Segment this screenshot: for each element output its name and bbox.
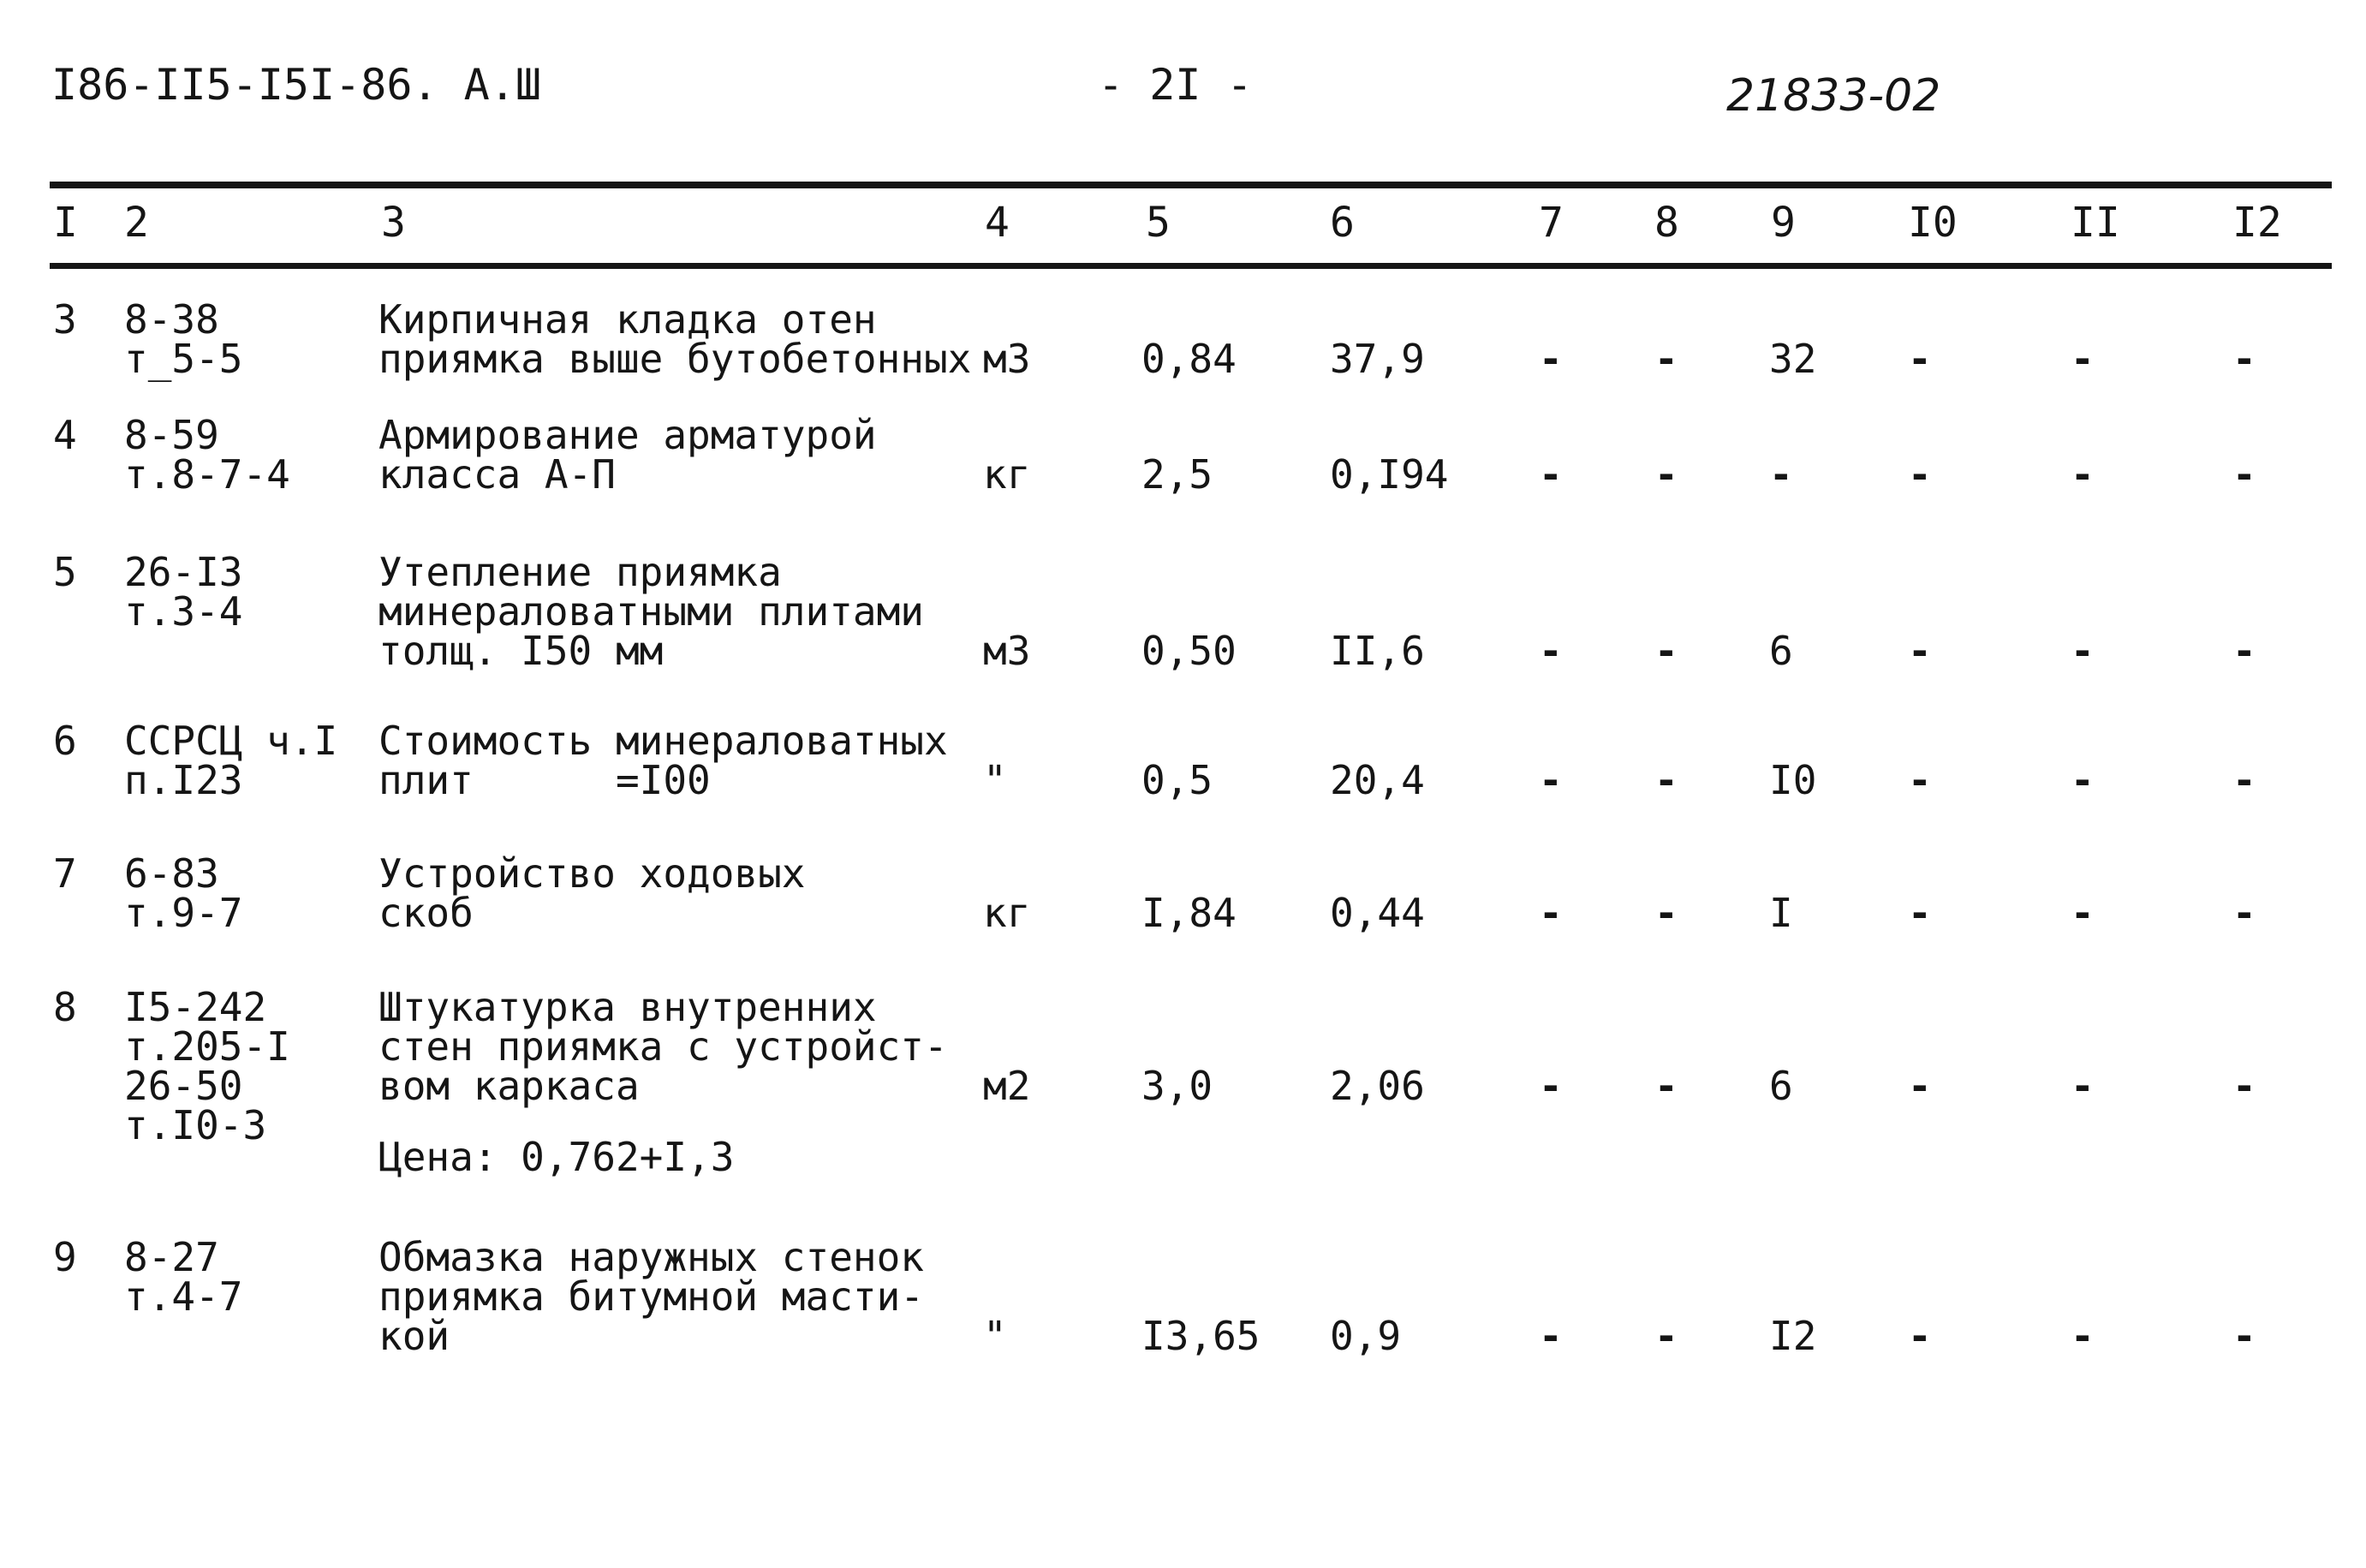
column-header: II [2071, 199, 2120, 247]
unit: м2 [983, 1063, 1031, 1109]
value-col-10: - [1908, 1063, 1932, 1109]
value-col-11: - [2071, 628, 2095, 674]
norm-code: 8-38 т_5-5 [124, 296, 243, 382]
norm-code: 26-I3 т.3-4 [124, 549, 243, 635]
work-description: Стоимость минераловатных плит =I00 [378, 718, 948, 803]
value-col-11: - [2071, 451, 2095, 498]
unit-cost: 20,4 [1330, 757, 1425, 803]
value-col-7: - [1539, 628, 1563, 674]
norm-code: I5-242 т.205-I 26-50 т.I0-3 [124, 984, 290, 1148]
unit: м3 [983, 628, 1031, 674]
unit-cost: II,6 [1330, 628, 1425, 674]
value-col-11: - [2071, 757, 2095, 803]
norm-code: 6-83 т.9-7 [124, 850, 243, 936]
value-col-7: - [1539, 757, 1563, 803]
row-number: 7 [53, 850, 77, 897]
value-col-12: - [2232, 890, 2256, 936]
unit-cost: 0,I94 [1330, 451, 1449, 498]
value-col-7: - [1539, 890, 1563, 936]
work-description: Кирпичная кладка отен приямка выше бутобетонных [378, 296, 972, 382]
value-col-11: - [2071, 336, 2095, 382]
value-col-10: - [1908, 757, 1932, 803]
value-col-12: - [2232, 628, 2256, 674]
value-col-8: - [1654, 451, 1678, 498]
value-col-7: - [1539, 1063, 1563, 1109]
quantity: 0,5 [1141, 757, 1213, 803]
value-col-9: I0 [1769, 757, 1817, 803]
value-col-9: - [1769, 451, 1793, 498]
value-col-12: - [2232, 1063, 2256, 1109]
quantity: I3,65 [1141, 1313, 1260, 1359]
work-description: Утепление приямка минераловатными плитами толщ. I50 мм [378, 549, 924, 674]
unit-cost: 0,44 [1330, 890, 1425, 936]
value-col-7: - [1539, 451, 1563, 498]
norm-code: 8-27 т.4-7 [124, 1234, 243, 1320]
row-number: 9 [53, 1234, 77, 1280]
value-col-11: - [2071, 1063, 2095, 1109]
value-col-9: 6 [1769, 1063, 1793, 1109]
row-number: 3 [53, 296, 77, 343]
value-col-9: I [1769, 890, 1793, 936]
quantity: 0,84 [1141, 336, 1237, 382]
table-header-rule [50, 263, 2332, 269]
value-col-8: - [1654, 890, 1678, 936]
value-col-9: I2 [1769, 1313, 1817, 1359]
value-col-9: 6 [1769, 628, 1793, 674]
value-col-7: - [1539, 1313, 1563, 1359]
unit: " [983, 757, 1007, 803]
quantity: 0,50 [1141, 628, 1237, 674]
norm-code: 8-59 т.8-7-4 [124, 412, 290, 498]
table-top-rule [50, 182, 2332, 188]
value-col-10: - [1908, 451, 1932, 498]
row-number: 5 [53, 549, 77, 595]
column-header: 7 [1539, 199, 1564, 247]
price-note: Цена: 0,762+I,3 [378, 1134, 735, 1180]
value-col-10: - [1908, 890, 1932, 936]
value-col-11: - [2071, 1313, 2095, 1359]
unit: кг [983, 451, 1031, 498]
value-col-8: - [1654, 1313, 1678, 1359]
value-col-10: - [1908, 628, 1932, 674]
value-col-10: - [1908, 1313, 1932, 1359]
value-col-11: - [2071, 890, 2095, 936]
column-header: 5 [1146, 199, 1171, 247]
value-col-12: - [2232, 1313, 2256, 1359]
column-header: 9 [1771, 199, 1796, 247]
value-col-8: - [1654, 336, 1678, 382]
page-number: - 2I - [1098, 60, 1253, 110]
unit: " [983, 1313, 1007, 1359]
value-col-12: - [2232, 336, 2256, 382]
value-col-8: - [1654, 628, 1678, 674]
document-code: I86-II5-I5I-86. А.Ш [51, 60, 541, 110]
column-header: 2 [124, 199, 149, 247]
row-number: 4 [53, 412, 77, 458]
unit-cost: 0,9 [1330, 1313, 1402, 1359]
document-number: 21833-02 [1726, 70, 1941, 122]
unit: м3 [983, 336, 1031, 382]
column-header: I0 [1908, 199, 1958, 247]
value-col-8: - [1654, 757, 1678, 803]
work-description: Армирование арматурой класса А-П [378, 412, 877, 498]
unit: кг [983, 890, 1031, 936]
unit-cost: 37,9 [1330, 336, 1425, 382]
work-description: Обмазка наружных стенок приямка битумной масти- кой [378, 1234, 924, 1359]
column-header: 3 [381, 199, 406, 247]
value-col-12: - [2232, 451, 2256, 498]
norm-code: ССРСЦ ч.I п.I23 [124, 718, 338, 803]
value-col-12: - [2232, 757, 2256, 803]
column-header: I2 [2232, 199, 2282, 247]
column-header: 6 [1330, 199, 1355, 247]
column-header: 4 [985, 199, 1010, 247]
column-header: I [53, 199, 78, 247]
quantity: I,84 [1141, 890, 1237, 936]
column-header: 8 [1654, 199, 1679, 247]
unit-cost: 2,06 [1330, 1063, 1425, 1109]
quantity: 2,5 [1141, 451, 1213, 498]
value-col-8: - [1654, 1063, 1678, 1109]
row-number: 8 [53, 984, 77, 1030]
quantity: 3,0 [1141, 1063, 1213, 1109]
value-col-7: - [1539, 336, 1563, 382]
work-description: Устройство ходовых скоб [378, 850, 806, 936]
value-col-9: 32 [1769, 336, 1817, 382]
row-number: 6 [53, 718, 77, 764]
value-col-10: - [1908, 336, 1932, 382]
work-description: Штукатурка внутренних стен приямка с устройст- вом каркаса [378, 984, 948, 1109]
